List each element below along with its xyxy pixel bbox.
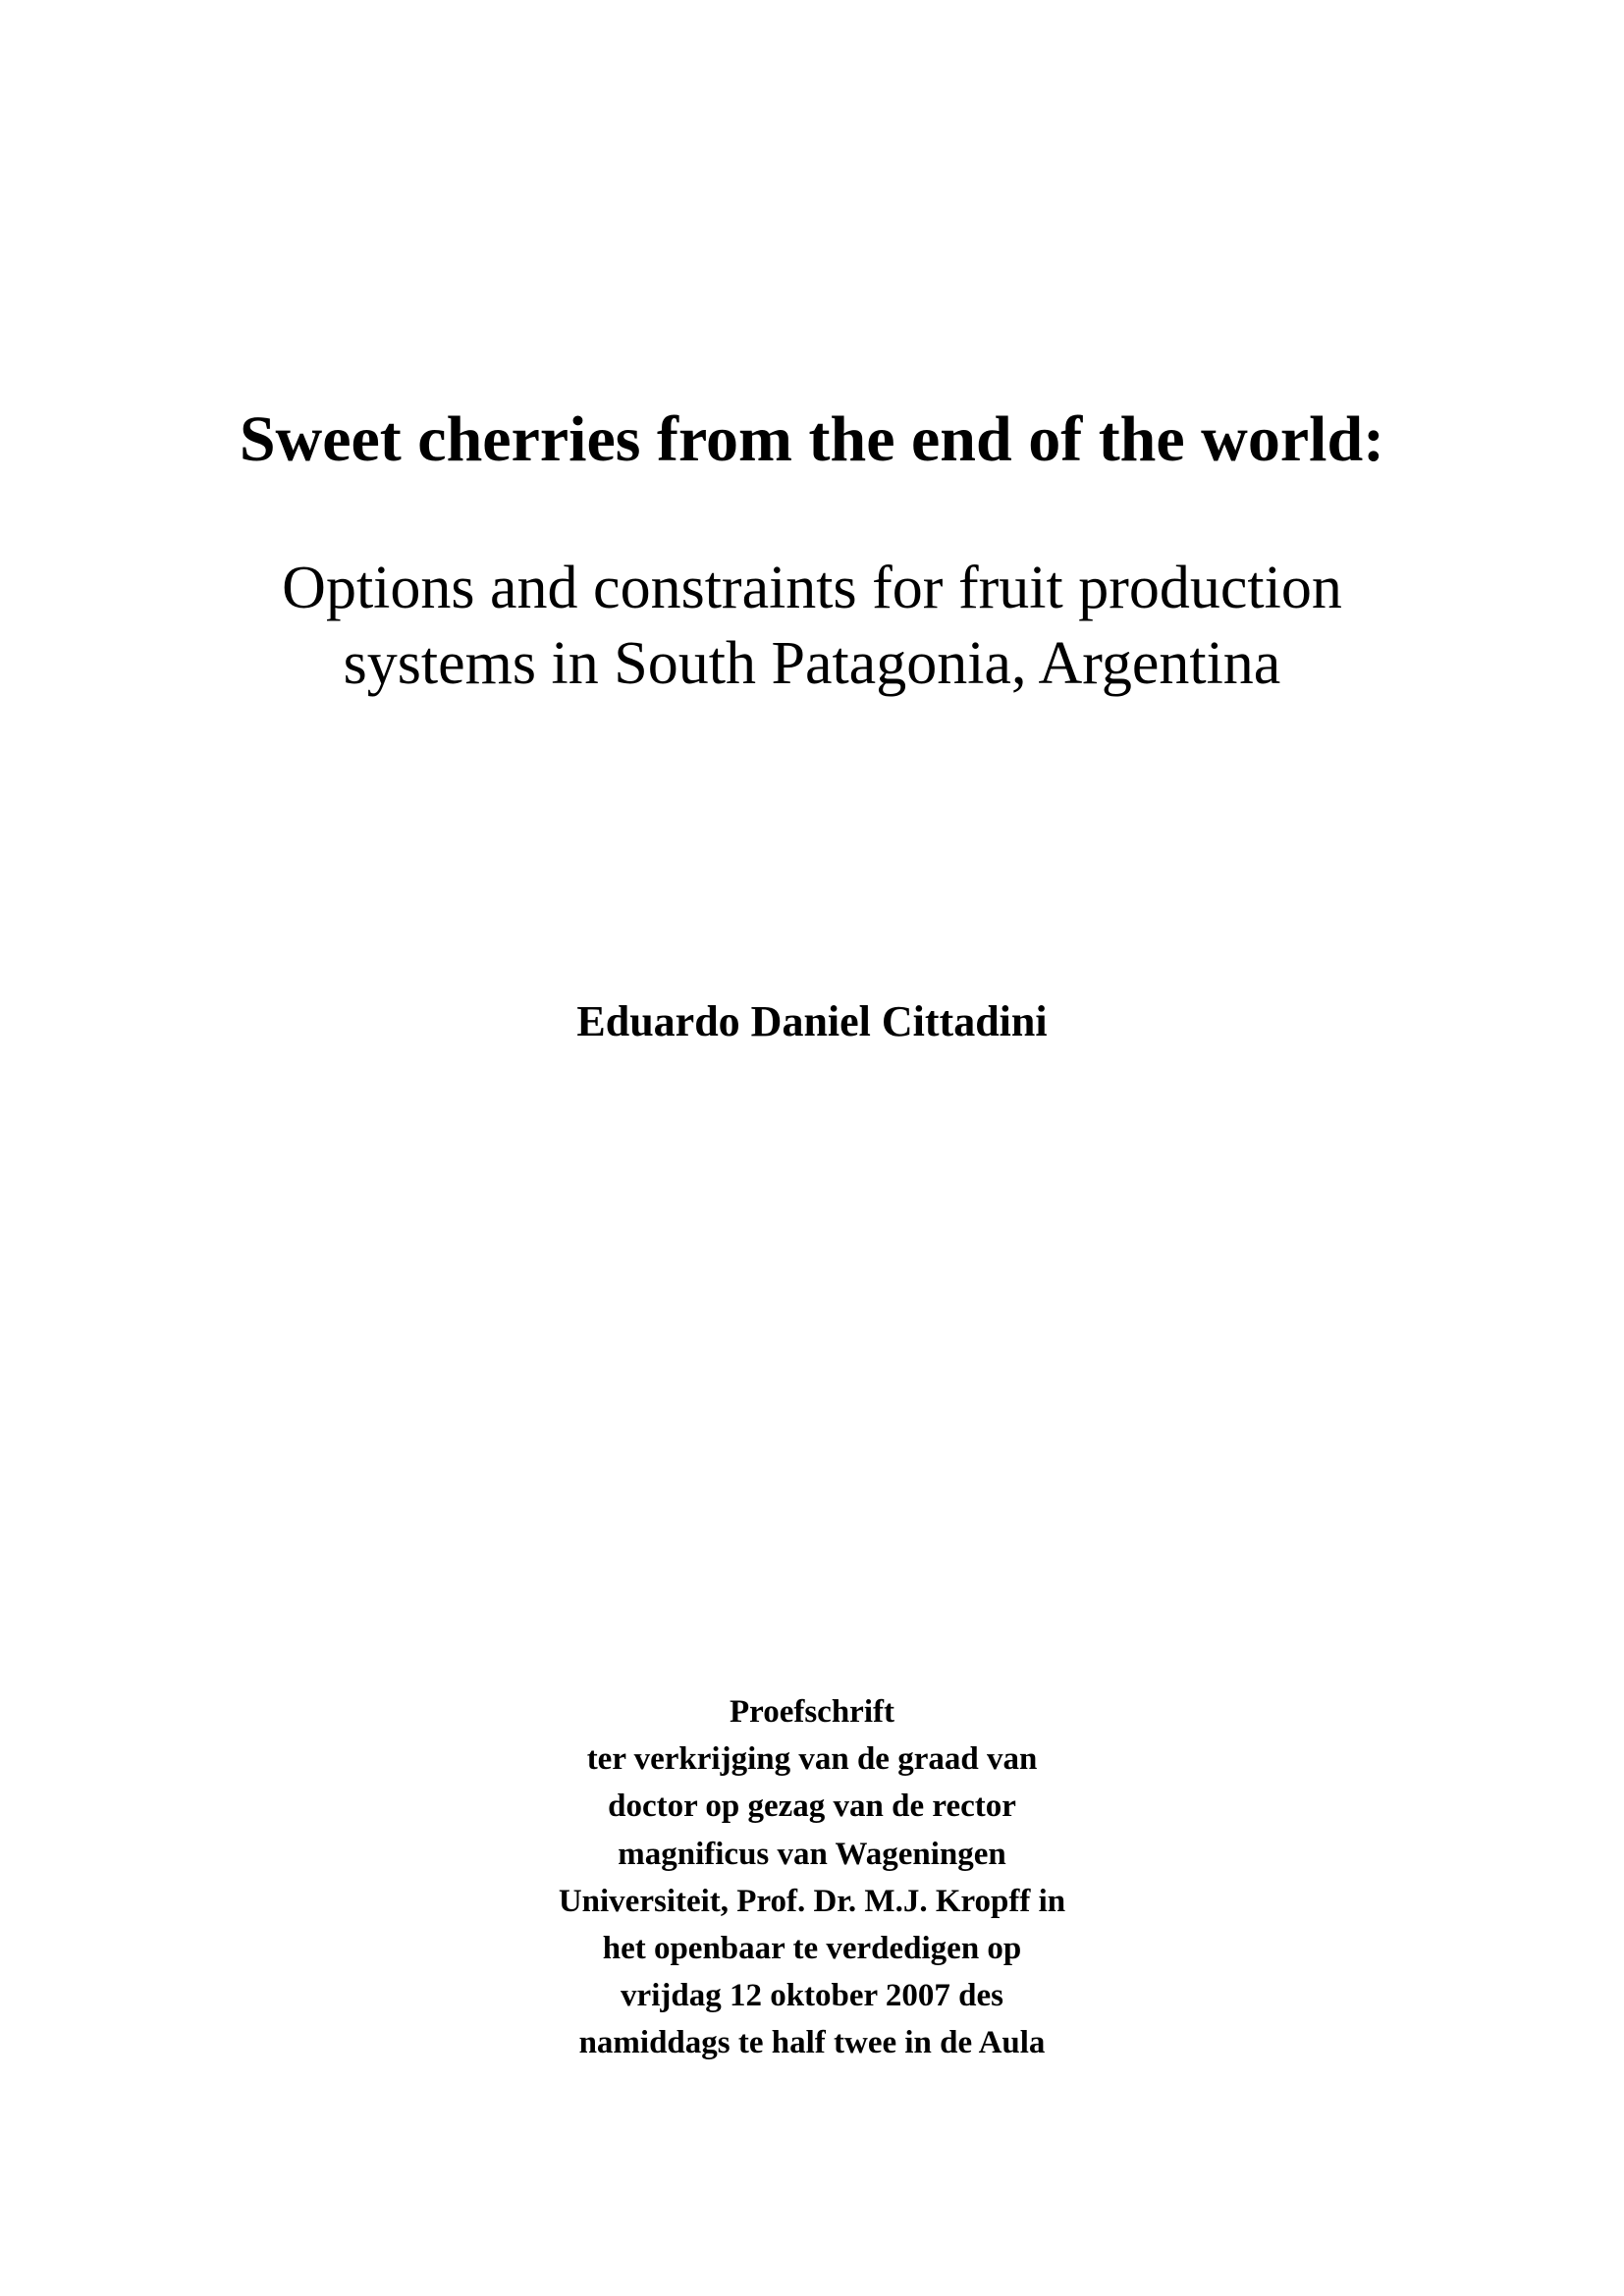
thesis-line: het openbaar te verdedigen op xyxy=(602,1931,1022,1967)
thesis-statement xyxy=(0,1688,1624,2067)
thesis-line: doctor op gezag van de rector xyxy=(608,1789,1016,1825)
author-name: Eduardo Daniel Cittadini xyxy=(576,997,1048,1045)
thesis-line: Universiteit, Prof. Dr. M.J. Kropff in xyxy=(558,1883,1066,1919)
thesis-title: Sweet cherries from the end of the world: xyxy=(239,403,1385,475)
subtitle-line: Options and constraints for fruit production xyxy=(282,555,1342,621)
thesis-line: vrijdag 12 oktober 2007 des xyxy=(621,1978,1003,2014)
subtitle-line: systems in South Patagonia, Argentina xyxy=(343,630,1281,697)
thesis-line: Proefschrift xyxy=(730,1694,894,1730)
thesis-line: ter verkrijging van de graad van xyxy=(586,1741,1038,1778)
thesis-subtitle xyxy=(0,551,1624,702)
thesis-line: namiddags te half twee in de Aula xyxy=(578,2025,1046,2061)
thesis-line: magnificus van Wageningen xyxy=(618,1836,1006,1872)
